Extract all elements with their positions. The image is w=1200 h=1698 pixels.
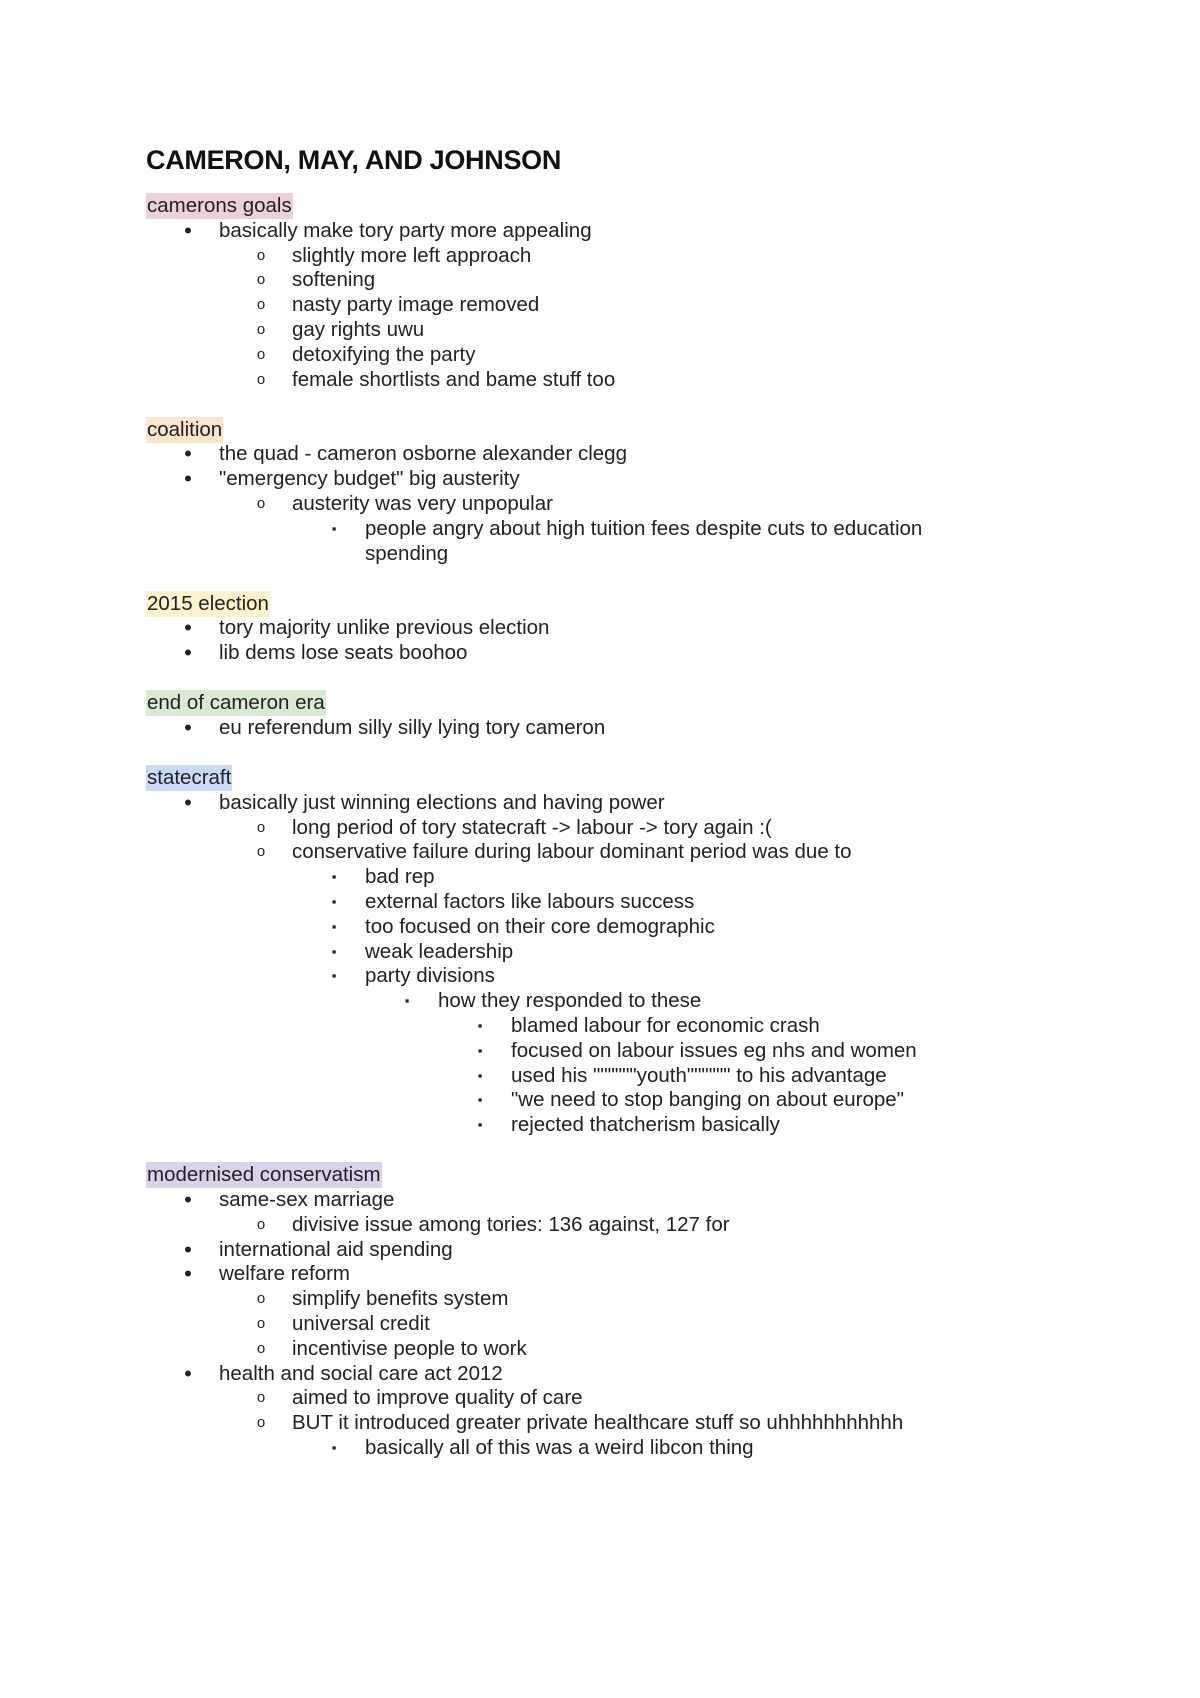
bullet-icon: • [184,1236,192,1262]
bullet-icon: ▪ [477,1042,483,1058]
bullet-icon: o [256,296,266,314]
bullet-icon: ▪ [331,1440,337,1455]
bullet-icon: • [184,640,192,666]
bullet-icon: • [184,789,192,815]
section-heading: modernised conservatism [147,1163,381,1187]
list-item-text: too focused on their core demographic [365,914,715,938]
bullet-icon: ▪ [331,869,337,885]
list-item-text: slightly more left approach [292,243,532,267]
list-item-text: universal credit [292,1312,430,1335]
list-item-text: tory majority unlike previous election [219,616,550,640]
list-item-text: aimed to improve quality of care [292,1386,583,1410]
bullet-icon: ▪ [331,894,337,909]
list-item-text: austerity was very unpopular [292,492,553,515]
bullet-icon: o [256,495,266,512]
list-item-text: welfare reform [219,1262,351,1286]
list-item-text: weak leadership [365,939,514,963]
section-heading: coalition [147,417,223,441]
list-item-text: long period of tory statecraft -> labour -> tory again :( [292,815,772,839]
list-item-text: eu referendum silly silly lying tory cameron [219,716,606,739]
bullet-icon: o [256,246,266,264]
list-item-text: international aid spending [219,1237,453,1261]
list-item-text: simplify benefits system [292,1287,509,1311]
list-item-text: "we need to stop banging on about europe" [511,1088,904,1112]
list-item-text: external factors like labours success [365,890,695,913]
bullet-icon: • [184,1261,192,1287]
bullet-icon: ▪ [477,1092,483,1108]
list-item-text: gay rights uwu [292,318,425,341]
bullet-icon: o [256,818,266,836]
list-item-text: basically make tory party more appealing [219,218,592,242]
bullet-icon: ▪ [477,1117,483,1133]
list-item-text: nasty party image removed [292,293,540,317]
list-item-text: party divisions [365,964,495,988]
bullet-icon: ▪ [331,918,337,934]
list-item-text: health and social care act 2012 [219,1361,503,1385]
list-item-text: focused on labour issues eg nhs and women [511,1038,917,1062]
section-heading: statecraft [147,766,232,789]
section-heading: end of cameron era [147,691,325,715]
bullet-icon: o [256,321,266,338]
bullet-icon: o [256,370,266,388]
bullet-icon: o [256,1215,266,1233]
section-heading: 2015 election [147,591,269,615]
bullet-icon: o [256,1414,266,1432]
list-item-text: spending [365,541,449,565]
list-item-text: bad rep [365,865,435,889]
bullet-icon: • [184,615,192,641]
bullet-icon: • [184,466,192,492]
bullet-icon: ▪ [331,968,337,984]
bullet-icon: ▪ [477,1018,483,1033]
bullet-icon: ▪ [477,1067,483,1083]
list-item-text: incentivise people to work [292,1336,527,1360]
document-title: CAMERON, MAY, AND JOHNSON [146,145,562,175]
list-item-text: how they responded to these [438,989,702,1013]
bullet-icon: o [256,271,266,289]
list-item-text: basically all of this was a weird libcon thing [365,1436,754,1459]
bullet-icon: • [184,715,192,740]
bullet-icon: • [184,1187,192,1212]
bullet-icon: o [256,1315,266,1332]
bullet-icon: ▪ [404,993,410,1009]
list-item-text: people angry about high tuition fees despite cuts to education [365,516,923,540]
bullet-icon: o [256,1389,266,1407]
section-heading: camerons goals [147,194,292,217]
bullet-icon: • [184,441,192,467]
list-item-text: basically just winning elections and having power [219,790,665,814]
bullet-icon: • [184,1360,192,1386]
bullet-icon: o [256,843,266,861]
list-item-text: detoxifying the party [292,342,476,366]
list-item-text: divisive issue among tories: 136 against, 127 for [292,1212,730,1236]
bullet-icon: o [256,1290,266,1308]
list-item-text: used his """"""youth"""""" to his advantage [511,1063,887,1087]
list-item-text: the quad - cameron osborne alexander clegg [219,442,627,466]
list-item-text: "emergency budget" big austerity [219,467,520,491]
bullet-icon: ▪ [331,520,337,536]
bullet-icon: ▪ [331,943,337,959]
list-item-text: softening [292,268,376,292]
list-item-text: BUT it introduced greater private healthcare stuff so uhhhhhhhhhhh [292,1411,904,1435]
list-item-text: female shortlists and bame stuff too [292,367,616,391]
list-item-text: lib dems lose seats boohoo [219,641,468,665]
list-item-text: conservative failure during labour dominant period was due to [292,840,852,864]
list-item-text: blamed labour for economic crash [511,1014,820,1037]
list-item-text: rejected thatcherism basically [511,1113,780,1137]
bullet-icon: • [184,217,192,243]
bullet-icon: o [256,345,266,363]
bullet-icon: o [256,1339,266,1357]
list-item-text: same-sex marriage [219,1188,395,1211]
